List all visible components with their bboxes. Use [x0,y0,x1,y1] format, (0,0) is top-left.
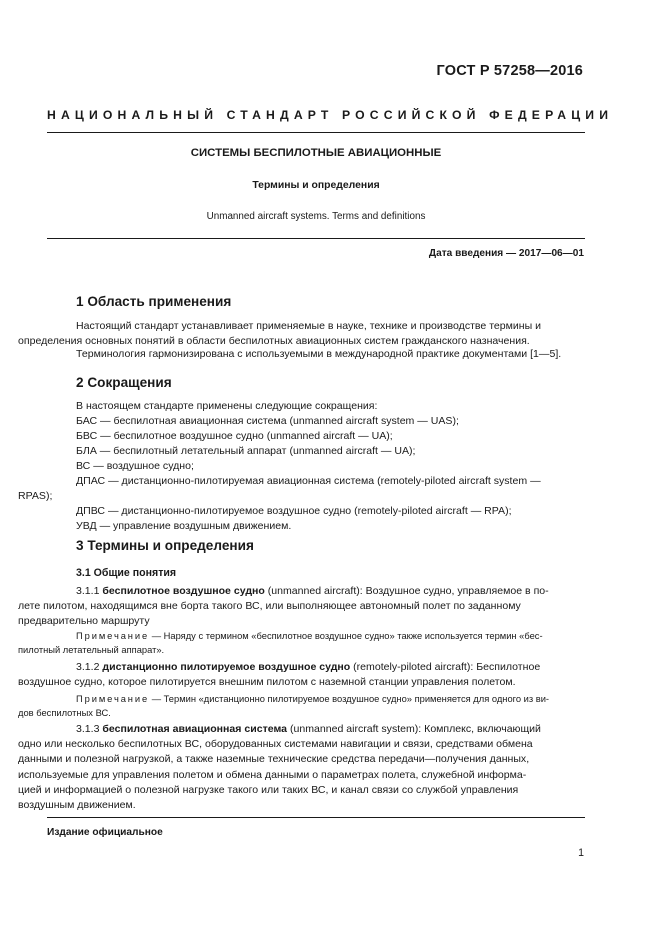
text-line: используемые для управления полетом и обмена данными о параметрах полета, служебной информа- [18,768,527,781]
text-line [47,584,585,599]
note-3-1-1 [18,629,585,657]
term-3-1-2 [18,660,585,690]
abbreviation-item: БАС — беспилотная авиационная система (unmanned aircraft system — UAS); [76,415,459,427]
gost-code: ГОСТ Р 57258—2016 [436,63,583,79]
text-line [47,722,585,737]
term-name: дистанционно пилотируемое воздушное судно [102,661,351,673]
term-3-1-1 [18,584,585,630]
section-1-paragraph-2: Терминология гармонизирована с используемыми в международной практике документами [1—5]. [76,348,562,360]
note-text: — Термин «дистанционно пилотируемое воздушное судно» применяется для одного из ви- [149,694,550,704]
text-line: Настоящий стандарт устанавливает применяемые в науке, технике и производстве термины и [76,320,542,332]
text-line [47,629,585,643]
note-label: Примечание [76,694,150,704]
document-subtitle: Термины и определения [252,180,380,191]
term-number: 3.1.3 [76,723,103,735]
section-2-heading: 2 Сокращения [76,375,172,390]
term-definition: (remotely-piloted aircraft): Беспилотное [350,661,541,673]
text-line: пилотный летательный аппарат». [18,645,165,656]
text-line: ДПАС — дистанционно-пилотируемая авиационная система (remotely-piloted aircraft system — [76,475,541,487]
page-number: 1 [578,847,584,859]
text-line: дов беспилотных ВС. [18,708,111,719]
section-3-heading: 3 Термины и определения [76,538,254,553]
text-line [47,660,585,675]
text-line: одно или несколько беспилотных ВС, оборудованных системами навигации и связи, средствами обмена [18,738,533,751]
abbreviation-item: УВД — управление воздушным движением. [76,520,292,532]
text-line: лете пилотом, находящимся вне борта такого ВС, или выполняющее автономный полет по заданному [18,600,521,613]
note-3-1-2 [18,692,585,720]
text-line: цией и информацией о полезной нагрузке такого или таких ВС, и канал связи со службой управления [18,783,519,796]
top-rule [47,132,585,133]
official-edition-label: Издание официальное [47,827,163,838]
abbreviation-item: БВС — беспилотное воздушное судно (unmanned aircraft — UA); [76,430,393,442]
section-1-paragraph-1 [18,319,585,349]
text-line: определения основных понятий в области беспилотных авиационных систем гражданского назначения. [18,335,530,348]
abbreviation-item: ДПВС — дистанционно-пилотируемое воздушное судно (remotely-piloted aircraft — RPA); [76,505,512,517]
term-3-1-3 [18,722,585,813]
title-rule [47,238,585,239]
term-name: беспилотное воздушное судно [102,585,265,597]
abbreviation-item: ВС — воздушное судно; [76,460,194,472]
term-number: 3.1.1 [76,585,103,597]
document-title: СИСТЕМЫ БЕСПИЛОТНЫЕ АВИАЦИОННЫЕ [190,147,442,159]
note-label: Примечание [76,631,150,641]
abbreviation-item [18,474,585,504]
section-1-heading: 1 Область применения [76,294,232,309]
note-text: — Наряду с термином «беспилотное воздушное судно» также используется термин «бес- [149,631,543,641]
term-definition: (unmanned aircraft system): Комплекс, включающий [287,723,541,735]
abbreviations-intro: В настоящем стандарте применены следующие сокращения: [76,400,378,412]
text-line: предварительно маршруту [18,615,150,628]
text-line: данными и полезной нагрузкой, а также наземные технические средства передачи—получения данных, [18,753,530,766]
document-title-english: Unmanned aircraft systems. Terms and definitions [206,211,426,222]
term-number: 3.1.2 [76,661,103,673]
term-name: беспилотная авиационная система [102,723,288,735]
subsection-3-1-heading: 3.1 Общие понятия [76,567,177,579]
text-line: RPAS); [18,490,53,503]
introduction-date: Дата введения — 2017—06—01 [428,248,584,259]
abbreviation-item: БЛА — беспилотный летательный аппарат (unmanned aircraft — UA); [76,445,416,457]
national-standard-banner: НАЦИОНАЛЬНЫЙ СТАНДАРТ РОССИЙСКОЙ ФЕДЕРАЦИИ [47,108,614,122]
text-line: воздушное судно, которое пилотируется внешним пилотом с наземной станции управления полетом. [18,676,516,689]
term-definition: (unmanned aircraft): Воздушное судно, управляемое в по- [264,585,549,597]
footer-rule [47,817,585,818]
text-line [47,692,585,706]
text-line: воздушным движением. [18,799,136,812]
